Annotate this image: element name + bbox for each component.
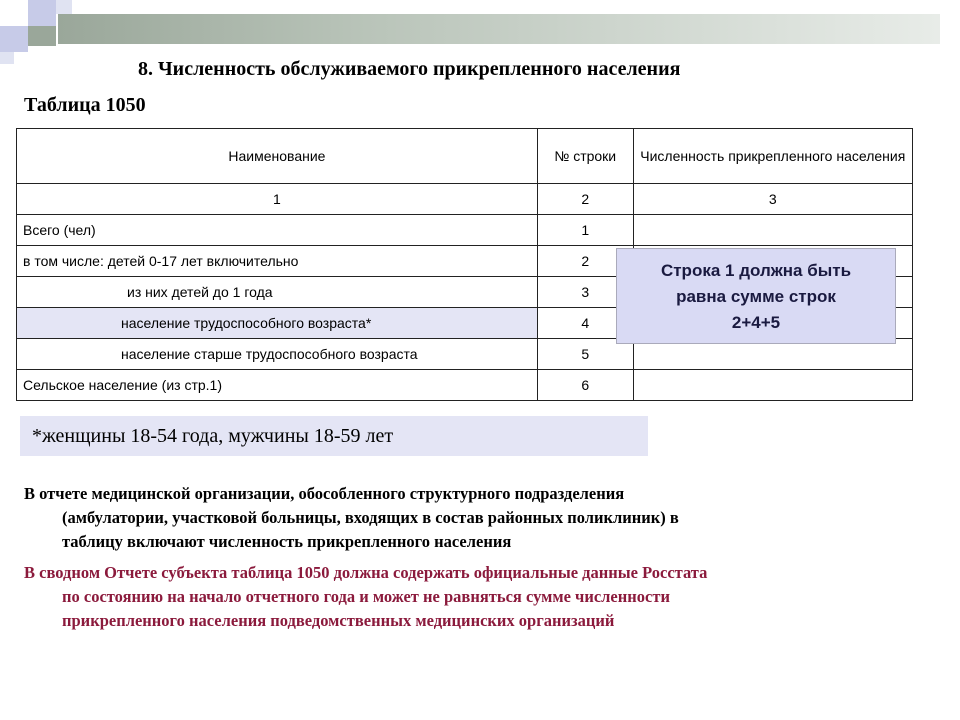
callout-line: 2+4+5: [731, 313, 781, 332]
paragraph-line: В отчете медицинской организации, обособленного структурного подразделения: [24, 484, 625, 503]
paragraph-medical-org: [24, 482, 904, 554]
paragraph-line: (амбулатории, участковой больницы, входящих в состав районных поликлиник) в: [62, 508, 679, 527]
row-number: 6: [537, 370, 633, 401]
row-value-cell[interactable]: [633, 370, 912, 401]
column-number: 2: [537, 184, 633, 215]
row-name: Всего (чел): [17, 215, 538, 246]
paragraph-subject-report: [24, 561, 904, 633]
paragraph-line: В сводном Отчете субъекта таблица 1050 должна содержать официальные данные Росстата: [24, 563, 708, 582]
callout-line: равна сумме строк: [676, 287, 836, 306]
paragraph-line: по состоянию на начало отчетного года и может не равняться сумме численности: [62, 587, 670, 606]
header-name: Наименование: [17, 129, 538, 184]
header-population: Численность прикрепленного населения: [633, 129, 912, 184]
paragraph-line: таблицу включают численность прикрепленного населения: [62, 532, 512, 551]
decorative-square: [56, 0, 72, 14]
paragraph-line: прикрепленного населения подведомственных медицинских организаций: [62, 611, 615, 630]
decorative-square: [28, 26, 56, 46]
row-number: 4: [537, 308, 633, 339]
row-number: 2: [537, 246, 633, 277]
row-name: население старше трудоспособного возраста: [17, 339, 538, 370]
row-name: население трудоспособного возраста*: [17, 308, 538, 339]
table-row: [17, 215, 913, 246]
table-header-row: [17, 129, 913, 184]
callout-line: Строка 1 должна быть: [660, 261, 852, 280]
row-name: в том числе: детей 0-17 лет включительно: [17, 246, 538, 277]
slide-title: 8. Численность обслуживаемого прикрепленного населения: [138, 58, 681, 80]
decorative-square: [0, 52, 14, 64]
row-name: из них детей до 1 года: [17, 277, 538, 308]
table-caption: Таблица 1050: [24, 94, 146, 116]
row-number: 3: [537, 277, 633, 308]
age-footnote: *женщины 18-54 года, мужчины 18-59 лет: [20, 416, 648, 456]
row-value-cell[interactable]: [633, 215, 912, 246]
row-name: Сельское население (из стр.1): [17, 370, 538, 401]
column-number: 3: [633, 184, 912, 215]
decorative-square: [0, 26, 28, 52]
row-number: 5: [537, 339, 633, 370]
table-row: [17, 370, 913, 401]
sum-rule-callout: [616, 248, 896, 344]
row-number: 1: [537, 215, 633, 246]
decorative-square: [28, 0, 56, 26]
header-row-number: № строки: [537, 129, 633, 184]
column-number: 1: [17, 184, 538, 215]
column-number-row: [17, 184, 913, 215]
decorative-top-band: [58, 14, 940, 44]
